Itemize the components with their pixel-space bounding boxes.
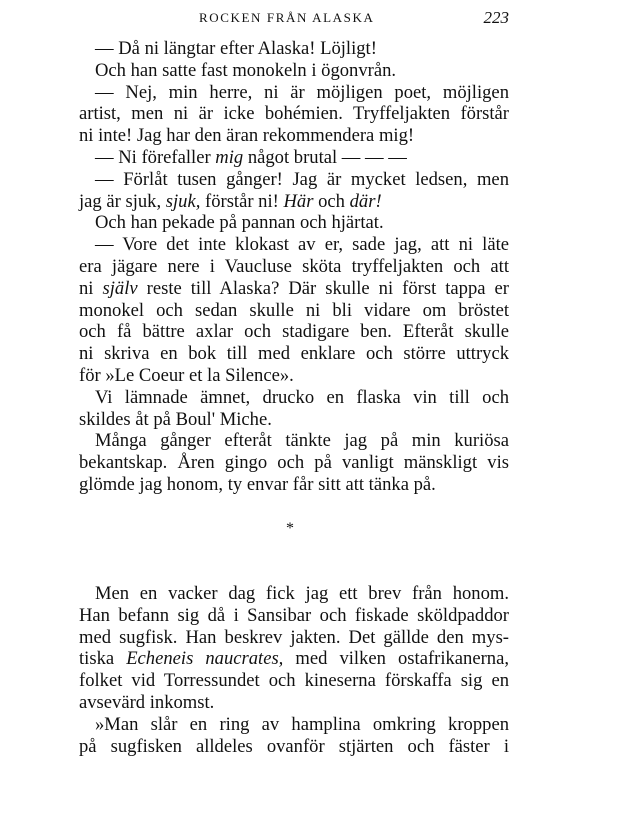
text-run: — Ni förefaller <box>95 146 216 168</box>
paragraph <box>79 38 509 60</box>
text-line: Och han pekade på pannan och hjärtat. <box>95 212 384 234</box>
text-line: — Nej, min herre, ni är möjligen poet, möjligen <box>95 81 509 103</box>
running-title: ROCKEN FRÅN ALASKA <box>199 10 375 25</box>
text-line: artist, men ni är icke bohémien. Tryffeljakten förstår <box>79 103 509 125</box>
text-line: glömde jag honom, ty envar får sitt att tänka på. <box>79 473 436 495</box>
page-number: 223 <box>483 8 509 27</box>
text-run: jag är sjuk, <box>79 190 166 212</box>
text-line: — Vore det inte klokast av er, sade jag, att ni läte <box>95 234 509 256</box>
paragraph <box>79 583 509 714</box>
paragraph <box>79 60 509 82</box>
text-line: »Man slår en ring av hamplina omkring kroppen <box>95 713 509 735</box>
text-line: skildes åt på Boul' Miche. <box>79 408 272 430</box>
asterisk-glyph: * <box>286 519 294 537</box>
text-line <box>79 191 509 213</box>
paragraph <box>79 234 509 387</box>
text-line: ni inte! Jag har den äran rekommendera mig! <box>79 125 415 147</box>
paragraph <box>79 387 509 431</box>
text-run: förstår ni! <box>200 190 284 212</box>
italic-run: där! <box>349 190 382 212</box>
paragraph <box>79 212 509 234</box>
paragraph <box>79 169 509 213</box>
text-run: och <box>313 190 350 212</box>
text-line: — Förlåt tusen gånger! Jag är mycket ledsen, men <box>95 168 509 190</box>
text-line: för »Le Coeur et la Silence». <box>79 364 294 386</box>
italic-run: Echeneis naucrates, <box>126 648 284 670</box>
text-line: och få bättre axlar och stadigare ben. Efteråt skulle <box>79 321 509 343</box>
italic-run: mig <box>215 146 244 168</box>
section-break-asterisk <box>79 518 509 540</box>
body-text <box>79 38 509 757</box>
text-line <box>79 278 509 300</box>
text-line: Många gånger efteråt tänkte jag på min kuriösa <box>95 430 509 452</box>
paragraph <box>79 82 509 147</box>
paragraph <box>79 430 509 495</box>
text-line: avsevärd inkomst. <box>79 691 215 713</box>
paragraph <box>79 147 509 169</box>
italic-run: själv <box>102 277 138 299</box>
text-line: folket vid Torressundet och kineserna förskaffa sig en <box>79 670 509 692</box>
text-line: Han befann sig då i Sansibar och fiskade sköldpaddor <box>79 604 509 626</box>
running-head <box>79 8 509 32</box>
text-line: Vi lämnade ämnet, drucko en flaska vin till och <box>95 386 509 408</box>
text-line: bekantskap. Åren gingo och på vanligt mänskligt vis <box>79 452 509 474</box>
text-line <box>79 648 509 670</box>
text-line: Men en vacker dag fick jag ett brev från honom. <box>95 582 509 604</box>
text-run: ni <box>79 277 103 299</box>
paragraph <box>79 714 509 758</box>
text-line: — Då ni längtar efter Alaska! Löjligt! <box>95 38 377 59</box>
text-run: något brutal — — — <box>243 146 407 168</box>
text-line <box>79 147 509 169</box>
text-line: monokel och sedan skulle ni bli vidare om bröstet <box>79 299 509 321</box>
text-line: era jägare nere i Vaucluse sköta tryffeljakten och att <box>79 255 509 277</box>
text-run: reste till Alaska? Där skulle ni först tappa er <box>137 277 509 299</box>
text-line: med sugfisk. Han beskrev jakten. Det gällde den mys- <box>79 626 509 648</box>
text-run: tiska <box>79 648 127 670</box>
text-line: på sugfisken alldeles ovanför stjärten och fäster i <box>79 735 509 757</box>
italic-run: Här <box>283 190 314 212</box>
italic-run: sjuk, <box>165 190 201 212</box>
text-line: Och han satte fast monokeln i ögonvrån. <box>95 59 397 81</box>
text-line: ni skriva en bok till med enklare och större uttryck <box>79 343 509 365</box>
text-run: med vilken ostafrikanerna, <box>283 648 509 670</box>
